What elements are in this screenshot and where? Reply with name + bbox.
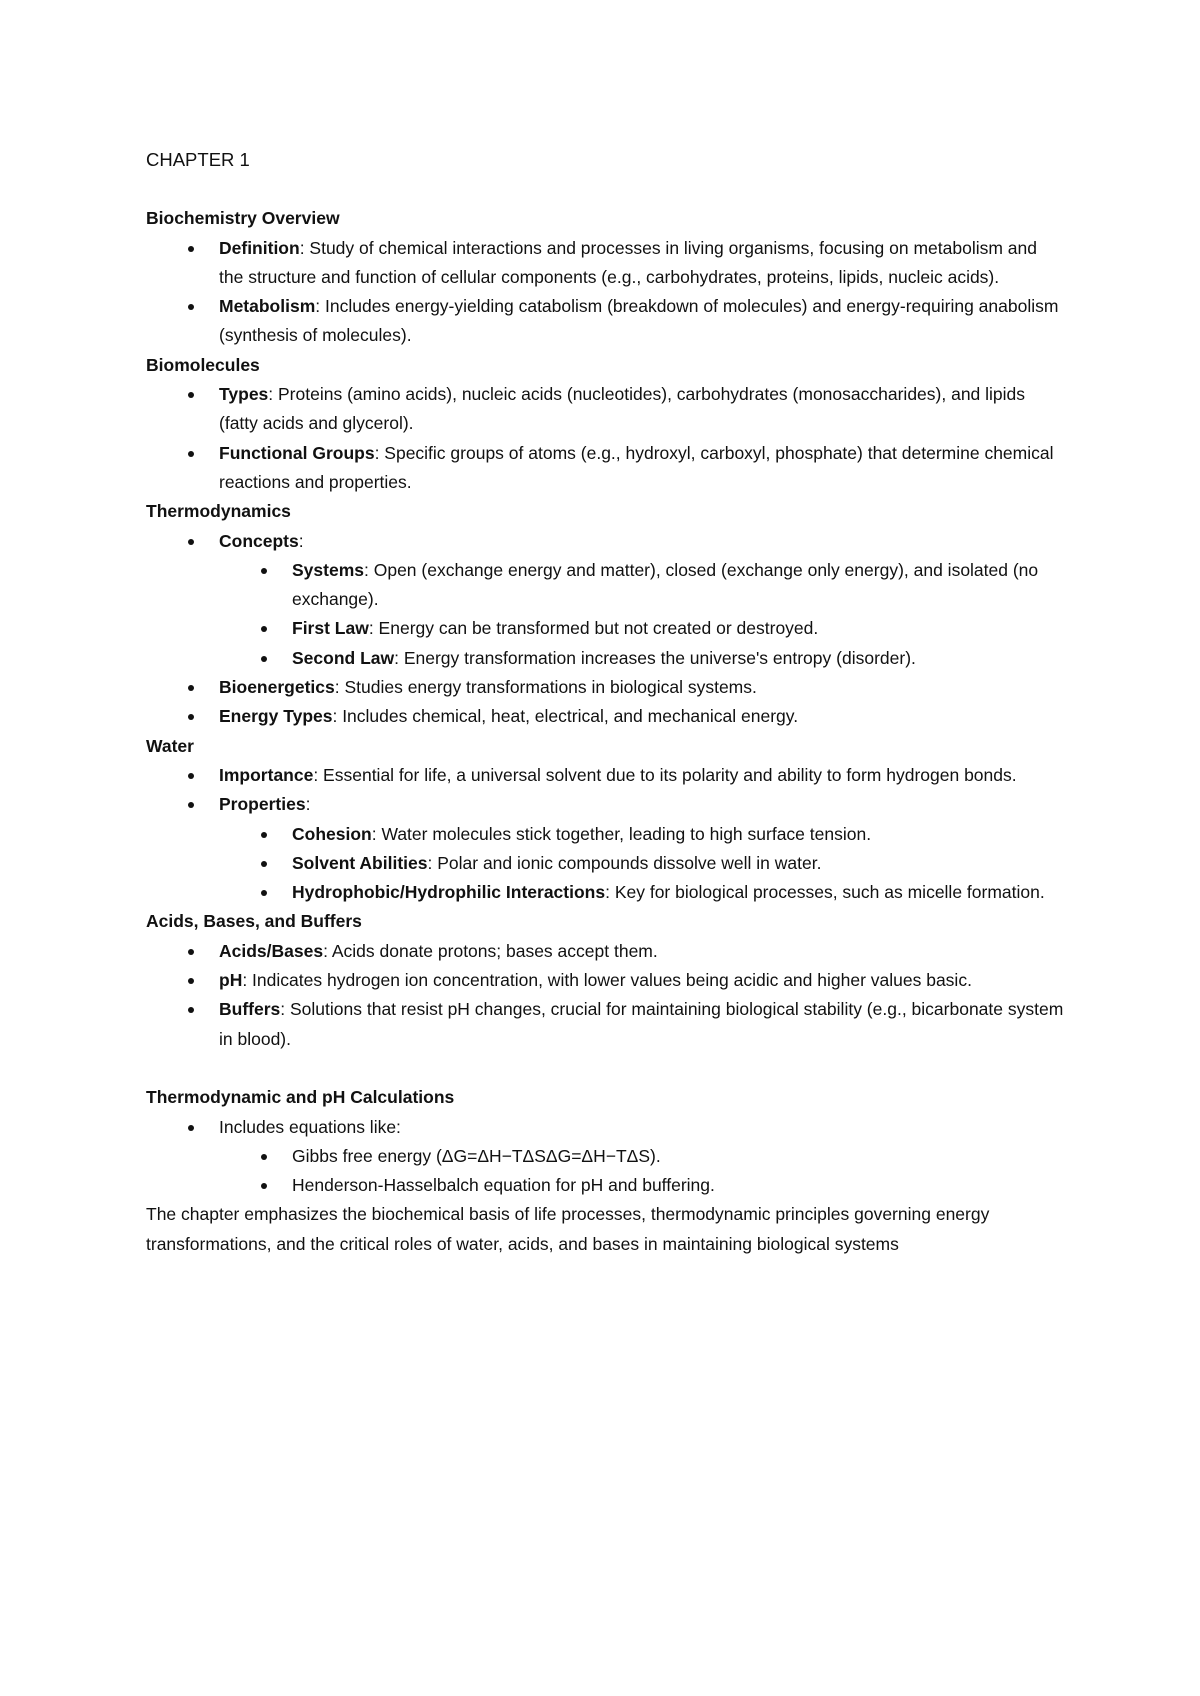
sub-list-item <box>219 556 1066 615</box>
description: : Key for biological processes, such as micelle formation. <box>605 882 1045 903</box>
description: : Solutions that resist pH changes, crucial for maintaining biological stability (e.g., bicarbonate system in blood). <box>219 999 1064 1049</box>
description: : Includes energy-yielding catabolism (breakdown of molecules) and energy-requiring anabolism (synthesis of molecules). <box>219 296 1059 346</box>
description: : Specific groups of atoms (e.g., hydroxyl, carboxyl, phosphate) that determine chemical reactions and properties. <box>219 442 1054 492</box>
term: Concepts <box>219 530 299 551</box>
heading-water: Water <box>146 735 194 756</box>
description: Henderson-Hasselbalch equation for pH and buffering. <box>292 1175 715 1196</box>
acids-list <box>146 937 1066 1054</box>
description: : Energy can be transformed but not created or destroyed. <box>368 618 819 639</box>
description: Gibbs free energy (ΔG=ΔH−TΔSΔG=ΔH−TΔS). <box>292 1145 661 1166</box>
term: Types <box>219 384 269 405</box>
list-item <box>146 439 1066 498</box>
heading-calculations: Thermodynamic and pH Calculations <box>146 1087 455 1108</box>
list-item <box>146 527 1066 673</box>
term: Energy Types <box>219 706 333 727</box>
description: : Includes chemical, heat, electrical, and mechanical energy. <box>332 706 799 727</box>
description: : Essential for life, a universal solvent due to its polarity and ability to form hydrogen bonds. <box>313 764 1017 785</box>
sub-list-item <box>219 1142 1066 1171</box>
heading-acids-bases-buffers: Acids, Bases, and Buffers <box>146 911 362 932</box>
term: Systems <box>292 559 364 580</box>
description: Includes equations like: <box>219 1116 401 1137</box>
heading-biomolecules: Biomolecules <box>146 354 260 375</box>
thermodynamics-list <box>146 527 1066 732</box>
description: : Polar and ionic compounds dissolve well in water. <box>427 852 822 873</box>
list-item <box>146 995 1066 1054</box>
term: Metabolism <box>219 296 316 317</box>
sub-list-item <box>219 878 1066 907</box>
description: : Study of chemical interactions and processes in living organisms, focusing on metabolism and the structure and function of cellular components (e.g., carbohydrates, proteins, lipids, nucleic acids). <box>219 237 1038 287</box>
heading-biochemistry-overview: Biochemistry Overview <box>146 208 340 229</box>
list-item <box>146 966 1066 995</box>
sub-list-item <box>219 1171 1066 1200</box>
sub-list-item <box>219 644 1066 673</box>
list-item <box>146 937 1066 966</box>
heading-thermodynamics: Thermodynamics <box>146 501 291 522</box>
document-page <box>146 145 1066 1259</box>
concepts-sublist <box>219 556 1066 673</box>
description: : Indicates hydrogen ion concentration, with lower values being acidic and higher values basic. <box>242 970 972 991</box>
list-item <box>146 790 1066 907</box>
description: : Studies energy transformations in biological systems. <box>334 677 757 698</box>
calculations-list <box>146 1113 1066 1201</box>
term: Importance <box>219 764 314 785</box>
equations-sublist <box>219 1142 1066 1201</box>
list-item <box>146 380 1066 439</box>
term: First Law <box>292 618 369 639</box>
chapter-title: CHAPTER 1 <box>146 149 250 170</box>
term: pH <box>219 970 243 991</box>
list-item <box>146 761 1066 790</box>
list-item <box>146 292 1066 351</box>
term: Solvent Abilities <box>292 852 428 873</box>
term: Bioenergetics <box>219 677 335 698</box>
overview-list <box>146 234 1066 351</box>
term: Buffers <box>219 999 281 1020</box>
list-item <box>146 1113 1066 1201</box>
list-item <box>146 673 1066 702</box>
term: Definition <box>219 237 300 258</box>
list-item <box>146 702 1066 731</box>
description: : Proteins (amino acids), nucleic acids (nucleotides), carbohydrates (monosaccharides), and lipids (fatty acids and glycerol). <box>219 384 1026 434</box>
sub-list-item <box>219 614 1066 643</box>
biomolecules-list <box>146 380 1066 497</box>
summary-paragraph: The chapter emphasizes the biochemical basis of life processes, thermodynamic principles governing energy transformations, and the critical roles of water, acids, and bases in maintaining biological systems <box>146 1204 990 1254</box>
list-item <box>146 234 1066 293</box>
properties-sublist <box>219 820 1066 908</box>
term: Cohesion <box>292 823 372 844</box>
blank-line <box>146 1054 1066 1083</box>
description: : Energy transformation increases the universe's entropy (disorder). <box>394 647 916 668</box>
blank-line <box>146 175 1066 204</box>
description: : <box>298 530 304 551</box>
description: : Acids donate protons; bases accept them. <box>323 940 658 961</box>
term: Properties <box>219 794 306 815</box>
description: : Open (exchange energy and matter), closed (exchange only energy), and isolated (no exchange). <box>292 559 1039 610</box>
sub-list-item <box>219 849 1066 878</box>
description: : Water molecules stick together, leading to high surface tension. <box>371 823 872 844</box>
water-list <box>146 761 1066 907</box>
term: Functional Groups <box>219 442 375 463</box>
term: Second Law <box>292 647 395 668</box>
sub-list-item <box>219 820 1066 849</box>
term: Acids/Bases <box>219 940 324 961</box>
term: Hydrophobic/Hydrophilic Interactions <box>292 882 606 903</box>
description: : <box>305 794 311 815</box>
